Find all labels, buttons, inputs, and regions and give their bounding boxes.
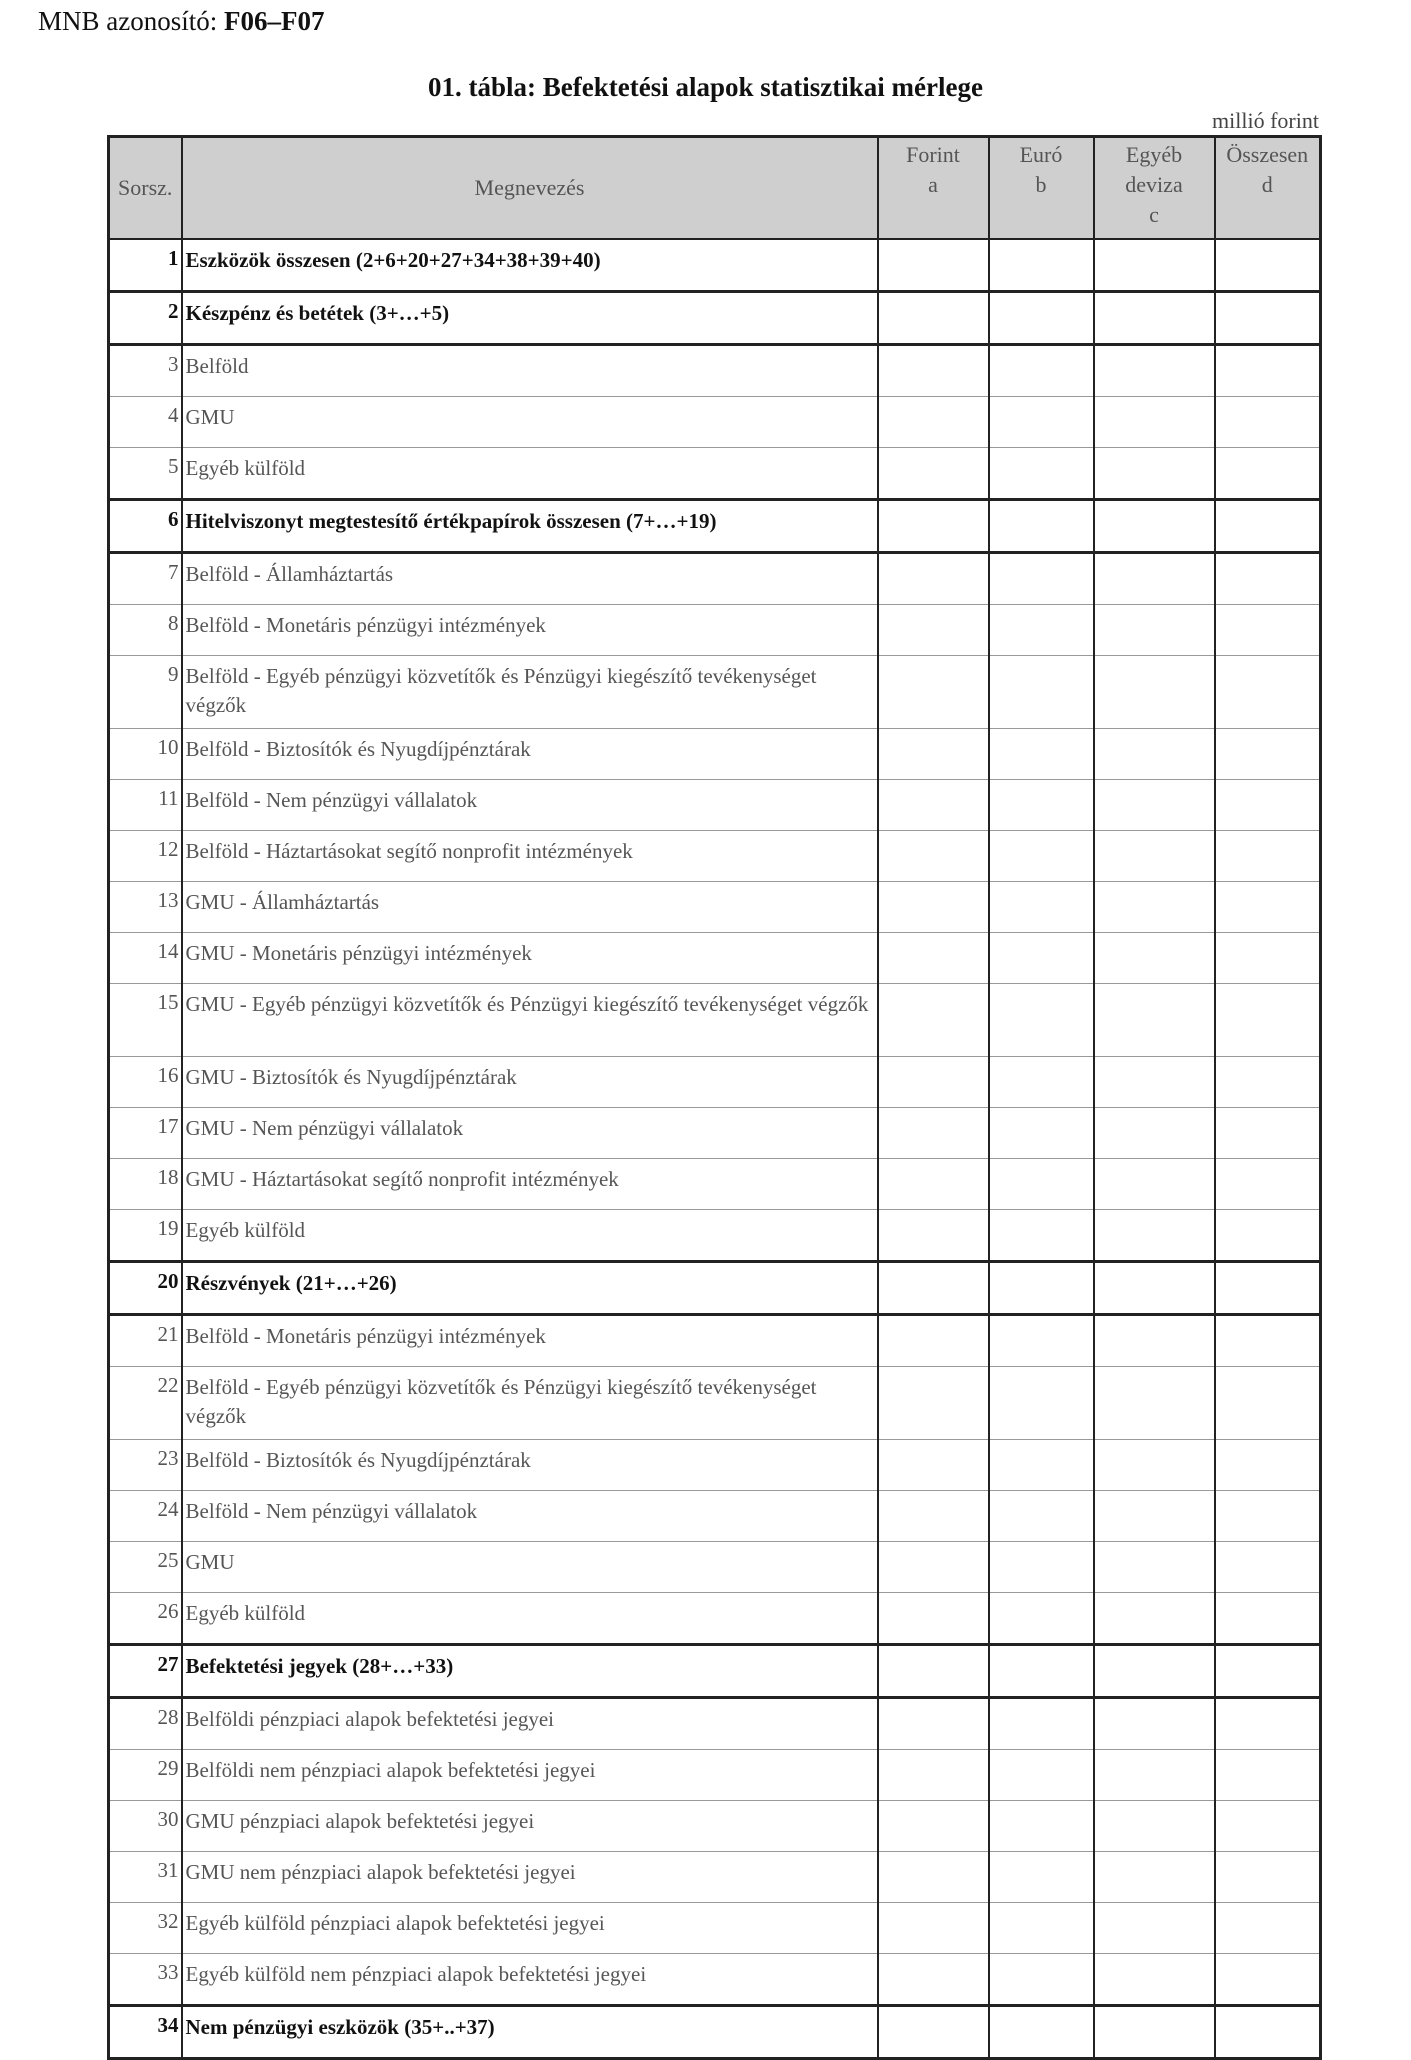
value-cell-forint[interactable]	[878, 292, 989, 345]
col-header-deviza-label: deviza	[1125, 172, 1183, 197]
value-cell-osszesen[interactable]	[1215, 292, 1321, 345]
table-row	[109, 933, 1321, 984]
row-label: Belföld - Nem pénzügyi vállalatok	[182, 780, 878, 831]
value-cell-forint[interactable]	[878, 1491, 989, 1542]
value-cell-euro[interactable]	[989, 933, 1094, 984]
value-cell-egyeb-deviza[interactable]	[1094, 656, 1215, 729]
value-cell-egyeb-deviza[interactable]	[1094, 2006, 1215, 2059]
table-row	[109, 1057, 1321, 1108]
value-cell-osszesen[interactable]	[1215, 1593, 1321, 1645]
col-header-egyeb-deviza-letter: c	[1149, 202, 1159, 227]
row-label: Egyéb külföld nem pénzpiaci alapok befektetési jegyei	[182, 1954, 878, 2006]
value-cell-euro[interactable]	[989, 831, 1094, 882]
value-cell-osszesen[interactable]	[1215, 1440, 1321, 1491]
col-header-euro-letter: b	[1035, 172, 1047, 197]
row-label: Részvények (21+…+26)	[182, 1262, 878, 1315]
table-row	[109, 1645, 1321, 1698]
row-label: GMU - Háztartásokat segítő nonprofit intézmények	[182, 1159, 878, 1210]
row-number: 14	[109, 933, 182, 984]
value-cell-euro[interactable]	[989, 882, 1094, 933]
value-cell-forint[interactable]	[878, 1315, 989, 1367]
value-cell-egyeb-deviza[interactable]	[1094, 1491, 1215, 1542]
value-cell-forint[interactable]	[878, 1801, 989, 1852]
row-label: GMU nem pénzpiaci alapok befektetési jegyei	[182, 1852, 878, 1903]
value-cell-osszesen[interactable]	[1215, 1954, 1321, 2006]
table-row	[109, 1367, 1321, 1440]
table-row	[109, 656, 1321, 729]
value-cell-egyeb-deviza[interactable]	[1094, 831, 1215, 882]
value-cell-egyeb-deviza[interactable]	[1094, 1750, 1215, 1801]
value-cell-egyeb-deviza[interactable]	[1094, 239, 1215, 292]
value-cell-egyeb-deviza[interactable]	[1094, 1954, 1215, 2006]
value-cell-osszesen[interactable]	[1215, 1491, 1321, 1542]
row-number: 25	[109, 1542, 182, 1593]
value-cell-osszesen[interactable]	[1215, 1210, 1321, 1262]
row-label: Belföld - Monetáris pénzügyi intézmények	[182, 605, 878, 656]
row-label: Belföld	[182, 345, 878, 397]
value-cell-forint[interactable]	[878, 1159, 989, 1210]
value-cell-egyeb-deviza[interactable]	[1094, 1057, 1215, 1108]
value-cell-euro[interactable]	[989, 500, 1094, 553]
value-cell-egyeb-deviza[interactable]	[1094, 1852, 1215, 1903]
value-cell-forint[interactable]	[878, 933, 989, 984]
table-row	[109, 292, 1321, 345]
value-cell-euro[interactable]	[989, 1852, 1094, 1903]
value-cell-euro[interactable]	[989, 1593, 1094, 1645]
table-row	[109, 1159, 1321, 1210]
unit-note: millió forint	[1212, 108, 1319, 133]
row-label: Belföld - Biztosítók és Nyugdíjpénztárak	[182, 1440, 878, 1491]
value-cell-euro[interactable]	[989, 984, 1094, 1057]
col-header-egyeb-label: Egyéb	[1125, 142, 1183, 167]
row-number: 33	[109, 1954, 182, 2006]
value-cell-forint[interactable]	[878, 882, 989, 933]
table-row	[109, 984, 1321, 1057]
table-row	[109, 882, 1321, 933]
value-cell-egyeb-deviza[interactable]	[1094, 1315, 1215, 1367]
table-row	[109, 397, 1321, 448]
value-cell-euro[interactable]	[989, 1057, 1094, 1108]
value-cell-euro[interactable]	[989, 1440, 1094, 1491]
value-cell-osszesen[interactable]	[1215, 500, 1321, 553]
value-cell-forint[interactable]	[878, 1645, 989, 1698]
row-label: GMU	[182, 1542, 878, 1593]
table-header-row	[109, 137, 1321, 240]
row-label: Egyéb külföld	[182, 1593, 878, 1645]
row-label: Készpénz és betétek (3+…+5)	[182, 292, 878, 345]
value-cell-osszesen[interactable]	[1215, 1801, 1321, 1852]
row-label: Egyéb külföld	[182, 448, 878, 500]
value-cell-egyeb-deviza[interactable]	[1094, 1440, 1215, 1491]
row-label: Belföld - Egyéb pénzügyi közvetítők és Pénzügyi kiegészítő tevékenységet végzők	[182, 656, 878, 729]
table-row	[109, 448, 1321, 500]
table-row	[109, 1542, 1321, 1593]
row-label: Belföldi pénzpiaci alapok befektetési jegyei	[182, 1698, 878, 1750]
table-row	[109, 831, 1321, 882]
table-row	[109, 1903, 1321, 1954]
row-number: 9	[109, 656, 182, 729]
value-cell-euro[interactable]	[989, 1954, 1094, 2006]
value-cell-osszesen[interactable]	[1215, 1542, 1321, 1593]
value-cell-forint[interactable]	[878, 729, 989, 780]
row-label: Belföld - Államháztartás	[182, 553, 878, 605]
value-cell-forint[interactable]	[878, 1593, 989, 1645]
value-cell-euro[interactable]	[989, 1698, 1094, 1750]
value-cell-euro[interactable]	[989, 1367, 1094, 1440]
col-header-sorsz: Sorsz.	[109, 137, 182, 240]
value-cell-egyeb-deviza[interactable]	[1094, 1159, 1215, 1210]
table-row	[109, 1108, 1321, 1159]
value-cell-osszesen[interactable]	[1215, 729, 1321, 780]
value-cell-osszesen[interactable]	[1215, 448, 1321, 500]
col-header-osszesen-letter: d	[1261, 172, 1273, 197]
value-cell-egyeb-deviza[interactable]	[1094, 553, 1215, 605]
row-number: 1	[109, 239, 182, 292]
col-header-osszesen	[1215, 137, 1321, 240]
value-cell-euro[interactable]	[989, 1750, 1094, 1801]
value-cell-euro[interactable]	[989, 239, 1094, 292]
value-cell-forint[interactable]	[878, 831, 989, 882]
row-number: 17	[109, 1108, 182, 1159]
value-cell-osszesen[interactable]	[1215, 553, 1321, 605]
value-cell-forint[interactable]	[878, 1108, 989, 1159]
value-cell-forint[interactable]	[878, 1954, 989, 2006]
value-cell-egyeb-deviza[interactable]	[1094, 292, 1215, 345]
row-number: 30	[109, 1801, 182, 1852]
row-label: GMU - Egyéb pénzügyi közvetítők és Pénzügyi kiegészítő tevékenységet végzők	[182, 984, 878, 1057]
value-cell-osszesen[interactable]	[1215, 882, 1321, 933]
value-cell-forint[interactable]	[878, 345, 989, 397]
col-header-forint-label: Forint	[906, 142, 960, 167]
col-header-euro-label: Euró	[1019, 142, 1063, 167]
value-cell-forint[interactable]	[878, 1210, 989, 1262]
row-number: 11	[109, 780, 182, 831]
table-row	[109, 1750, 1321, 1801]
value-cell-egyeb-deviza[interactable]	[1094, 1367, 1215, 1440]
row-label: GMU pénzpiaci alapok befektetési jegyei	[182, 1801, 878, 1852]
value-cell-osszesen[interactable]	[1215, 1698, 1321, 1750]
value-cell-forint[interactable]	[878, 239, 989, 292]
row-number: 10	[109, 729, 182, 780]
value-cell-forint[interactable]	[878, 397, 989, 448]
value-cell-osszesen[interactable]	[1215, 1057, 1321, 1108]
value-cell-egyeb-deviza[interactable]	[1094, 1210, 1215, 1262]
value-cell-euro[interactable]	[989, 1903, 1094, 1954]
value-cell-egyeb-deviza[interactable]	[1094, 1108, 1215, 1159]
balance-sheet-table	[107, 135, 1322, 2060]
row-number: 23	[109, 1440, 182, 1491]
row-label: GMU - Monetáris pénzügyi intézmények	[182, 933, 878, 984]
row-label: GMU	[182, 397, 878, 448]
row-label: Egyéb külföld pénzpiaci alapok befektetési jegyei	[182, 1903, 878, 1954]
value-cell-egyeb-deviza[interactable]	[1094, 397, 1215, 448]
form-identifier	[38, 6, 325, 37]
row-number: 34	[109, 2006, 182, 2059]
value-cell-osszesen[interactable]	[1215, 1750, 1321, 1801]
value-cell-forint[interactable]	[878, 553, 989, 605]
row-label: Belföld - Biztosítók és Nyugdíjpénztárak	[182, 729, 878, 780]
row-number: 31	[109, 1852, 182, 1903]
table-row	[109, 553, 1321, 605]
value-cell-euro[interactable]	[989, 1801, 1094, 1852]
row-number: 32	[109, 1903, 182, 1954]
value-cell-egyeb-deviza[interactable]	[1094, 1262, 1215, 1315]
col-header-forint-letter: a	[928, 172, 938, 197]
row-label: GMU - Államháztartás	[182, 882, 878, 933]
row-number: 7	[109, 553, 182, 605]
value-cell-forint[interactable]	[878, 500, 989, 553]
value-cell-osszesen[interactable]	[1215, 933, 1321, 984]
value-cell-forint[interactable]	[878, 780, 989, 831]
row-label: Egyéb külföld	[182, 1210, 878, 1262]
value-cell-osszesen[interactable]	[1215, 656, 1321, 729]
table-row	[109, 1262, 1321, 1315]
table-row	[109, 1801, 1321, 1852]
value-cell-egyeb-deviza[interactable]	[1094, 605, 1215, 656]
value-cell-euro[interactable]	[989, 292, 1094, 345]
table-row	[109, 1315, 1321, 1367]
value-cell-forint[interactable]	[878, 448, 989, 500]
table-row	[109, 1593, 1321, 1645]
value-cell-forint[interactable]	[878, 2006, 989, 2059]
row-number: 5	[109, 448, 182, 500]
value-cell-euro[interactable]	[989, 605, 1094, 656]
row-number: 24	[109, 1491, 182, 1542]
value-cell-egyeb-deviza[interactable]	[1094, 500, 1215, 553]
col-header-osszesen-label: Összesen	[1226, 142, 1309, 167]
value-cell-osszesen[interactable]	[1215, 1108, 1321, 1159]
row-number: 16	[109, 1057, 182, 1108]
value-cell-euro[interactable]	[989, 1315, 1094, 1367]
row-number: 13	[109, 882, 182, 933]
value-cell-egyeb-deviza[interactable]	[1094, 882, 1215, 933]
value-cell-osszesen[interactable]	[1215, 1159, 1321, 1210]
row-label: Belföld - Nem pénzügyi vállalatok	[182, 1491, 878, 1542]
table-row	[109, 1852, 1321, 1903]
row-label: Hitelviszonyt megtestesítő értékpapírok összesen (7+…+19)	[182, 500, 878, 553]
value-cell-egyeb-deviza[interactable]	[1094, 1593, 1215, 1645]
table-row	[109, 1440, 1321, 1491]
value-cell-euro[interactable]	[989, 1262, 1094, 1315]
value-cell-forint[interactable]	[878, 1367, 989, 1440]
value-cell-forint[interactable]	[878, 1698, 989, 1750]
table-row	[109, 1491, 1321, 1542]
row-label: Befektetési jegyek (28+…+33)	[182, 1645, 878, 1698]
value-cell-osszesen[interactable]	[1215, 605, 1321, 656]
row-label: Belföldi nem pénzpiaci alapok befektetési jegyei	[182, 1750, 878, 1801]
row-label: Belföld - Monetáris pénzügyi intézmények	[182, 1315, 878, 1367]
row-label: Belföld - Egyéb pénzügyi közvetítők és Pénzügyi kiegészítő tevékenységet végzők	[182, 1367, 878, 1440]
value-cell-forint[interactable]	[878, 984, 989, 1057]
value-cell-egyeb-deviza[interactable]	[1094, 1542, 1215, 1593]
table-row	[109, 1210, 1321, 1262]
row-number: 4	[109, 397, 182, 448]
row-number: 29	[109, 1750, 182, 1801]
col-header-egyeb-deviza	[1094, 137, 1215, 240]
value-cell-osszesen[interactable]	[1215, 1315, 1321, 1367]
value-cell-osszesen[interactable]	[1215, 984, 1321, 1057]
value-cell-forint[interactable]	[878, 1852, 989, 1903]
value-cell-euro[interactable]	[989, 729, 1094, 780]
value-cell-forint[interactable]	[878, 1542, 989, 1593]
value-cell-forint[interactable]	[878, 1440, 989, 1491]
value-cell-egyeb-deviza[interactable]	[1094, 1645, 1215, 1698]
table-row	[109, 729, 1321, 780]
row-label: Nem pénzügyi eszközök (35+..+37)	[182, 2006, 878, 2059]
value-cell-euro[interactable]	[989, 656, 1094, 729]
value-cell-euro[interactable]	[989, 1542, 1094, 1593]
row-number: 3	[109, 345, 182, 397]
value-cell-egyeb-deviza[interactable]	[1094, 1801, 1215, 1852]
table-row	[109, 500, 1321, 553]
row-label: GMU - Biztosítók és Nyugdíjpénztárak	[182, 1057, 878, 1108]
value-cell-osszesen[interactable]	[1215, 780, 1321, 831]
form-id-label: MNB azonosító:	[38, 6, 218, 36]
row-label: GMU - Nem pénzügyi vállalatok	[182, 1108, 878, 1159]
value-cell-forint[interactable]	[878, 1057, 989, 1108]
row-number: 22	[109, 1367, 182, 1440]
value-cell-osszesen[interactable]	[1215, 1367, 1321, 1440]
value-cell-forint[interactable]	[878, 1903, 989, 1954]
value-cell-euro[interactable]	[989, 1210, 1094, 1262]
value-cell-egyeb-deviza[interactable]	[1094, 345, 1215, 397]
value-cell-osszesen[interactable]	[1215, 1852, 1321, 1903]
row-number: 12	[109, 831, 182, 882]
table-row	[109, 780, 1321, 831]
value-cell-euro[interactable]	[989, 345, 1094, 397]
col-header-euro	[989, 137, 1094, 240]
value-cell-euro[interactable]	[989, 780, 1094, 831]
table-row	[109, 1698, 1321, 1750]
row-number: 26	[109, 1593, 182, 1645]
value-cell-euro[interactable]	[989, 553, 1094, 605]
row-number: 15	[109, 984, 182, 1057]
value-cell-forint[interactable]	[878, 656, 989, 729]
value-cell-euro[interactable]	[989, 1491, 1094, 1542]
row-number: 20	[109, 1262, 182, 1315]
row-number: 18	[109, 1159, 182, 1210]
row-number: 2	[109, 292, 182, 345]
table-body	[109, 239, 1321, 2059]
value-cell-euro[interactable]	[989, 1159, 1094, 1210]
row-number: 8	[109, 605, 182, 656]
row-number: 6	[109, 500, 182, 553]
value-cell-egyeb-deviza[interactable]	[1094, 1903, 1215, 1954]
value-cell-euro[interactable]	[989, 397, 1094, 448]
value-cell-euro[interactable]	[989, 1645, 1094, 1698]
value-cell-forint[interactable]	[878, 1262, 989, 1315]
row-label: Eszközök összesen (2+6+20+27+34+38+39+40)	[182, 239, 878, 292]
value-cell-osszesen[interactable]	[1215, 239, 1321, 292]
value-cell-osszesen[interactable]	[1215, 2006, 1321, 2059]
value-cell-forint[interactable]	[878, 1750, 989, 1801]
row-number: 19	[109, 1210, 182, 1262]
value-cell-osszesen[interactable]	[1215, 1645, 1321, 1698]
value-cell-euro[interactable]	[989, 2006, 1094, 2059]
table-row	[109, 1954, 1321, 2006]
value-cell-osszesen[interactable]	[1215, 1903, 1321, 1954]
row-label: Belföld - Háztartásokat segítő nonprofit intézmények	[182, 831, 878, 882]
value-cell-euro[interactable]	[989, 448, 1094, 500]
table-row	[109, 239, 1321, 292]
value-cell-egyeb-deviza[interactable]	[1094, 729, 1215, 780]
value-cell-egyeb-deviza[interactable]	[1094, 780, 1215, 831]
row-number: 28	[109, 1698, 182, 1750]
value-cell-euro[interactable]	[989, 1108, 1094, 1159]
value-cell-osszesen[interactable]	[1215, 1262, 1321, 1315]
value-cell-egyeb-deviza[interactable]	[1094, 933, 1215, 984]
table-row	[109, 605, 1321, 656]
col-header-forint	[878, 137, 989, 240]
table-row	[109, 2006, 1321, 2059]
value-cell-egyeb-deviza[interactable]	[1094, 984, 1215, 1057]
value-cell-egyeb-deviza[interactable]	[1094, 1698, 1215, 1750]
col-header-megnevezes: Megnevezés	[182, 137, 878, 240]
row-number: 27	[109, 1645, 182, 1698]
table-title: 01. tábla: Befektetési alapok statisztikai mérlege	[428, 72, 983, 102]
form-id-code: F06–F07	[224, 6, 325, 36]
value-cell-osszesen[interactable]	[1215, 397, 1321, 448]
row-number: 21	[109, 1315, 182, 1367]
value-cell-osszesen[interactable]	[1215, 831, 1321, 882]
table-row	[109, 345, 1321, 397]
value-cell-forint[interactable]	[878, 605, 989, 656]
value-cell-egyeb-deviza[interactable]	[1094, 448, 1215, 500]
value-cell-osszesen[interactable]	[1215, 345, 1321, 397]
